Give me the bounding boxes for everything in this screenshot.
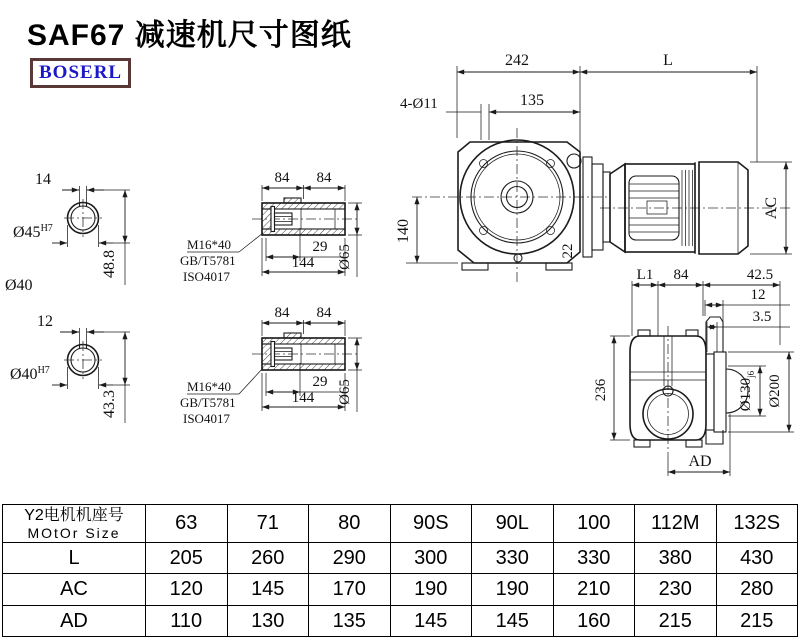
dim-144: 144 [291,390,315,406]
dim-144: 144 [291,255,315,271]
solid-shaft-bottom-drawing [10,313,130,423]
dim-L1: L1 [636,267,654,283]
cell: 205 [146,543,228,574]
dim-29: 29 [312,239,328,255]
dim-84a: 84 [274,305,290,321]
size-col: 132S [716,505,798,543]
row-label: AC [3,574,146,606]
dim-O130j6: $Ø130_{j6}$ [738,370,756,412]
hollow-shaft-top-drawing [180,170,362,284]
cell: 160 [553,606,635,637]
dim-3-5: 3.5 [752,309,772,325]
cell: 145 [390,606,472,637]
size-col: 90S [390,505,472,543]
label-bolt: M16*40 [187,379,232,394]
size-col: 71 [227,505,309,543]
cell: 170 [309,574,391,606]
motor-size-table [2,504,798,637]
cell: 145 [472,606,554,637]
size-col: 112M [635,505,717,543]
side-view-drawing [593,267,794,476]
dim-O200: Ø200 [767,374,783,408]
table-row [3,543,798,574]
label-std-iso: ISO4017 [183,269,230,284]
hollow-shaft-bottom-drawing [180,305,362,426]
dim-L: L [663,52,673,69]
dim-O65: Ø65 [337,244,353,270]
dim-O65: Ø65 [337,379,353,405]
dim-84b: 84 [316,305,332,321]
row-label: L [3,543,146,574]
dim-84: 84 [673,267,689,283]
cell: 215 [716,606,798,637]
brand-logo: BOSERL [30,58,131,88]
cell: 290 [309,543,391,574]
dim-22: 22 [560,243,576,259]
table-row [3,606,798,637]
solid-shaft-top-drawing [5,171,130,294]
size-col: 80 [309,505,391,543]
dim-140: 140 [395,219,412,243]
dim-242: 242 [505,52,529,69]
cell: 130 [227,606,309,637]
dim-48-8: 48.8 [101,250,118,278]
label-std-gb: GB/T5781 [180,395,236,410]
dim-42-5: 42.5 [746,267,774,283]
dim-keyway-12: 12 [37,313,53,330]
main-view-drawing [395,52,792,284]
dim-29: 29 [312,374,328,390]
row-label: AD [3,606,146,637]
cell: 330 [553,543,635,574]
dim-4xO11: 4-Ø11 [400,96,438,112]
header-en: MOtOr Size [27,524,121,541]
size-col: 90L [472,505,554,543]
label-std-gb: GB/T5781 [180,253,236,268]
dim-84a: 84 [274,170,290,186]
dim-AC: AC [763,196,780,220]
cell: 210 [553,574,635,606]
cell: 430 [716,543,798,574]
dim-AD: AD [688,453,712,470]
dim-135: 135 [520,92,544,109]
dim-43-3: 43.3 [101,390,118,418]
table-header-motor-size [3,505,146,543]
cell: 190 [390,574,472,606]
dim-84b: 84 [316,170,332,186]
table-row [3,574,798,606]
cell: 135 [309,606,391,637]
size-col: 100 [553,505,635,543]
cell: 300 [390,543,472,574]
cell: 380 [635,543,717,574]
dim-12: 12 [750,287,766,303]
label-bolt: M16*40 [187,237,232,252]
dim-bore-O40H7: $Ø40^{H7}$ [10,365,50,383]
cell: 110 [146,606,228,637]
cell: 230 [635,574,717,606]
header-cn: Y2电机机座号 [24,506,124,524]
page-title: SAF67 减速机尺寸图纸 [27,19,352,52]
label-std-iso: ISO4017 [183,411,230,426]
cell: 260 [227,543,309,574]
cell: 215 [635,606,717,637]
cell: 280 [716,574,798,606]
dim-236: 236 [593,378,609,402]
cell: 145 [227,574,309,606]
cell: 190 [472,574,554,606]
cell: 120 [146,574,228,606]
table-header-row [3,505,798,543]
size-col: 63 [146,505,228,543]
cell: 330 [472,543,554,574]
dim-keyway-14: 14 [35,171,51,188]
label-O40: Ø40 [5,277,33,294]
dim-bore-O45H7: $Ø45^{H7}$ [13,223,53,241]
